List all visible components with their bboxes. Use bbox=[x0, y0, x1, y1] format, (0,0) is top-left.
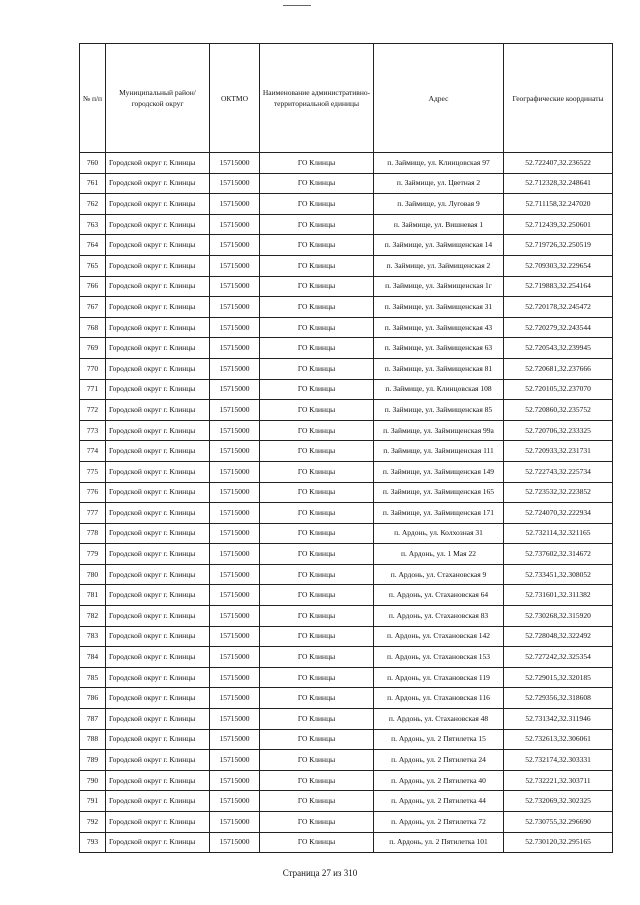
cell-unit: ГО Клинцы bbox=[260, 461, 374, 482]
cell-address: п. Займище, ул. Займищенская 111 bbox=[374, 441, 504, 462]
cell-oktmo: 15715000 bbox=[210, 688, 260, 709]
cell-address: п. Ардонь, ул. 2 Пятилетка 40 bbox=[374, 770, 504, 791]
header-num: № п/п bbox=[80, 44, 106, 153]
cell-oktmo: 15715000 bbox=[210, 606, 260, 627]
cell-okrug: Городской округ г. Клинцы bbox=[106, 523, 210, 544]
cell-coords: 52.712439,32.250601 bbox=[504, 214, 613, 235]
table-row bbox=[80, 461, 613, 482]
cell-unit: ГО Клинцы bbox=[260, 173, 374, 194]
table-row bbox=[80, 420, 613, 441]
cell-coords: 52.720105,32.237070 bbox=[504, 379, 613, 400]
table-row bbox=[80, 585, 613, 606]
cell-oktmo: 15715000 bbox=[210, 770, 260, 791]
cell-oktmo: 15715000 bbox=[210, 235, 260, 256]
cell-num: 764 bbox=[80, 235, 106, 256]
cell-coords: 52.720279,32.243544 bbox=[504, 317, 613, 338]
cell-unit: ГО Клинцы bbox=[260, 194, 374, 215]
cell-unit: ГО Клинцы bbox=[260, 482, 374, 503]
cell-coords: 52.719883,32.254164 bbox=[504, 276, 613, 297]
cell-unit: ГО Клинцы bbox=[260, 214, 374, 235]
table-row bbox=[80, 709, 613, 730]
cell-num: 791 bbox=[80, 791, 106, 812]
cell-okrug: Городской округ г. Клинцы bbox=[106, 564, 210, 585]
table-row bbox=[80, 214, 613, 235]
cell-coords: 52.720681,32.237666 bbox=[504, 358, 613, 379]
cell-coords: 52.730755,32.296690 bbox=[504, 812, 613, 833]
cell-coords: 52.731601,32.311382 bbox=[504, 585, 613, 606]
cell-okrug: Городской округ г. Клинцы bbox=[106, 214, 210, 235]
cell-num: 769 bbox=[80, 338, 106, 359]
cell-okrug: Городской округ г. Клинцы bbox=[106, 420, 210, 441]
cell-num: 790 bbox=[80, 770, 106, 791]
table-row bbox=[80, 255, 613, 276]
cell-address: п. Ардонь, ул. Стахановская 119 bbox=[374, 667, 504, 688]
cell-address: п. Займище, ул. Цветная 2 bbox=[374, 173, 504, 194]
cell-oktmo: 15715000 bbox=[210, 564, 260, 585]
cell-num: 787 bbox=[80, 709, 106, 730]
cell-oktmo: 15715000 bbox=[210, 626, 260, 647]
cell-address: п. Займище, ул. Луговая 9 bbox=[374, 194, 504, 215]
table-row bbox=[80, 482, 613, 503]
cell-okrug: Городской округ г. Клинцы bbox=[106, 482, 210, 503]
cell-unit: ГО Клинцы bbox=[260, 379, 374, 400]
cell-address: п. Займище, ул. Займищенская 171 bbox=[374, 503, 504, 524]
cell-num: 766 bbox=[80, 276, 106, 297]
table-header-row bbox=[80, 44, 613, 153]
table-row bbox=[80, 297, 613, 318]
cell-address: п. Ардонь, ул. Стахановская 83 bbox=[374, 606, 504, 627]
cell-coords: 52.709303,32.229654 bbox=[504, 255, 613, 276]
cell-oktmo: 15715000 bbox=[210, 647, 260, 668]
cell-okrug: Городской округ г. Клинцы bbox=[106, 441, 210, 462]
header-address: Адрес bbox=[374, 44, 504, 153]
cell-unit: ГО Клинцы bbox=[260, 791, 374, 812]
cell-oktmo: 15715000 bbox=[210, 812, 260, 833]
cell-address: п. Займище, ул. Займищенская 81 bbox=[374, 358, 504, 379]
cell-oktmo: 15715000 bbox=[210, 482, 260, 503]
cell-num: 779 bbox=[80, 544, 106, 565]
cell-coords: 52.720178,32.245472 bbox=[504, 297, 613, 318]
cell-num: 782 bbox=[80, 606, 106, 627]
cell-address: п. Займище, ул. Клинцовская 97 bbox=[374, 153, 504, 174]
cell-coords: 52.720933,32.231731 bbox=[504, 441, 613, 462]
cell-oktmo: 15715000 bbox=[210, 400, 260, 421]
cell-okrug: Городской округ г. Клинцы bbox=[106, 832, 210, 853]
cell-unit: ГО Клинцы bbox=[260, 770, 374, 791]
cell-okrug: Городской округ г. Клинцы bbox=[106, 626, 210, 647]
table-row bbox=[80, 358, 613, 379]
cell-oktmo: 15715000 bbox=[210, 729, 260, 750]
cell-coords: 52.732174,32.303331 bbox=[504, 750, 613, 771]
cell-okrug: Городской округ г. Клинцы bbox=[106, 235, 210, 256]
table-row bbox=[80, 832, 613, 853]
cell-num: 793 bbox=[80, 832, 106, 853]
header-unit: Наименование административно-территориальной единицы bbox=[260, 44, 374, 153]
table-row bbox=[80, 626, 613, 647]
cell-num: 773 bbox=[80, 420, 106, 441]
cell-okrug: Городской округ г. Клинцы bbox=[106, 750, 210, 771]
cell-address: п. Займище, ул. Клинцовская 108 bbox=[374, 379, 504, 400]
table-row bbox=[80, 153, 613, 174]
cell-num: 777 bbox=[80, 503, 106, 524]
cell-unit: ГО Клинцы bbox=[260, 564, 374, 585]
table-row bbox=[80, 729, 613, 750]
cell-unit: ГО Клинцы bbox=[260, 544, 374, 565]
cell-okrug: Городской округ г. Клинцы bbox=[106, 194, 210, 215]
cell-num: 760 bbox=[80, 153, 106, 174]
cell-address: п. Ардонь, ул. Стахановская 64 bbox=[374, 585, 504, 606]
cell-oktmo: 15715000 bbox=[210, 153, 260, 174]
cell-okrug: Городской округ г. Клинцы bbox=[106, 317, 210, 338]
cell-num: 768 bbox=[80, 317, 106, 338]
cell-address: п. Ардонь, ул. Колхозная 31 bbox=[374, 523, 504, 544]
cell-num: 775 bbox=[80, 461, 106, 482]
cell-oktmo: 15715000 bbox=[210, 667, 260, 688]
cell-coords: 52.729015,32.320185 bbox=[504, 667, 613, 688]
cell-okrug: Городской округ г. Клинцы bbox=[106, 688, 210, 709]
cell-okrug: Городской округ г. Клинцы bbox=[106, 770, 210, 791]
cell-coords: 52.724070,32.222934 bbox=[504, 503, 613, 524]
cell-oktmo: 15715000 bbox=[210, 832, 260, 853]
cell-address: п. Ардонь, ул. Стахановская 48 bbox=[374, 709, 504, 730]
cell-num: 781 bbox=[80, 585, 106, 606]
cell-oktmo: 15715000 bbox=[210, 791, 260, 812]
table-row bbox=[80, 791, 613, 812]
cell-address: п. Займище, ул. Займищенская 63 bbox=[374, 338, 504, 359]
cell-okrug: Городской округ г. Клинцы bbox=[106, 544, 210, 565]
cell-oktmo: 15715000 bbox=[210, 255, 260, 276]
cell-okrug: Городской округ г. Клинцы bbox=[106, 255, 210, 276]
cell-oktmo: 15715000 bbox=[210, 194, 260, 215]
page-number: Страница 27 из 310 bbox=[282, 868, 358, 878]
cell-unit: ГО Клинцы bbox=[260, 729, 374, 750]
cell-coords: 52.712328,32.248641 bbox=[504, 173, 613, 194]
cell-unit: ГО Клинцы bbox=[260, 441, 374, 462]
cell-coords: 52.720706,32.233325 bbox=[504, 420, 613, 441]
cell-unit: ГО Клинцы bbox=[260, 317, 374, 338]
cell-oktmo: 15715000 bbox=[210, 523, 260, 544]
cell-num: 771 bbox=[80, 379, 106, 400]
cell-unit: ГО Клинцы bbox=[260, 153, 374, 174]
table-row bbox=[80, 750, 613, 771]
cell-coords: 52.719726,32.250519 bbox=[504, 235, 613, 256]
table-row bbox=[80, 647, 613, 668]
cell-okrug: Городской округ г. Клинцы bbox=[106, 585, 210, 606]
cell-num: 765 bbox=[80, 255, 106, 276]
cell-okrug: Городской округ г. Клинцы bbox=[106, 400, 210, 421]
table-row bbox=[80, 606, 613, 627]
cell-address: п. Ардонь, ул. 2 Пятилетка 15 bbox=[374, 729, 504, 750]
cell-unit: ГО Клинцы bbox=[260, 585, 374, 606]
cell-okrug: Городской округ г. Клинцы bbox=[106, 358, 210, 379]
header-coords: Географические координаты bbox=[504, 44, 613, 153]
table-row bbox=[80, 503, 613, 524]
cell-num: 770 bbox=[80, 358, 106, 379]
cell-num: 763 bbox=[80, 214, 106, 235]
table-row bbox=[80, 812, 613, 833]
cell-okrug: Городской округ г. Клинцы bbox=[106, 338, 210, 359]
cell-address: п. Ардонь, ул. 2 Пятилетка 101 bbox=[374, 832, 504, 853]
cell-num: 767 bbox=[80, 297, 106, 318]
cell-coords: 52.723532,32.223852 bbox=[504, 482, 613, 503]
table-row bbox=[80, 667, 613, 688]
cell-oktmo: 15715000 bbox=[210, 276, 260, 297]
cell-unit: ГО Клинцы bbox=[260, 812, 374, 833]
cell-address: п. Ардонь, ул. Стахановская 9 bbox=[374, 564, 504, 585]
cell-coords: 52.730120,32.295165 bbox=[504, 832, 613, 853]
cell-coords: 52.732613,32.306061 bbox=[504, 729, 613, 750]
cell-unit: ГО Клинцы bbox=[260, 503, 374, 524]
cell-oktmo: 15715000 bbox=[210, 544, 260, 565]
cell-okrug: Городской округ г. Клинцы bbox=[106, 153, 210, 174]
cell-num: 784 bbox=[80, 647, 106, 668]
cell-unit: ГО Клинцы bbox=[260, 297, 374, 318]
table-row bbox=[80, 173, 613, 194]
cell-okrug: Городской округ г. Клинцы bbox=[106, 503, 210, 524]
cell-num: 788 bbox=[80, 729, 106, 750]
cell-coords: 52.727242,32.325354 bbox=[504, 647, 613, 668]
header-oktmo: ОКТМО bbox=[210, 44, 260, 153]
table-row bbox=[80, 770, 613, 791]
cell-address: п. Ардонь, ул. 1 Мая 22 bbox=[374, 544, 504, 565]
cell-oktmo: 15715000 bbox=[210, 503, 260, 524]
cell-coords: 52.732069,32.302325 bbox=[504, 791, 613, 812]
cell-unit: ГО Клинцы bbox=[260, 709, 374, 730]
cell-oktmo: 15715000 bbox=[210, 214, 260, 235]
cell-okrug: Городской округ г. Клинцы bbox=[106, 667, 210, 688]
cell-address: п. Займище, ул. Займищенская 2 bbox=[374, 255, 504, 276]
cell-okrug: Городской округ г. Клинцы bbox=[106, 791, 210, 812]
header-rule bbox=[283, 5, 311, 6]
cell-num: 778 bbox=[80, 523, 106, 544]
table-row bbox=[80, 338, 613, 359]
cell-address: п. Займище, ул. Займищенская 85 bbox=[374, 400, 504, 421]
table-row bbox=[80, 400, 613, 421]
cell-unit: ГО Клинцы bbox=[260, 750, 374, 771]
cell-unit: ГО Клинцы bbox=[260, 832, 374, 853]
cell-address: п. Займище, ул. Вишневая 1 bbox=[374, 214, 504, 235]
cell-address: п. Займище, ул. Займищенская 14 bbox=[374, 235, 504, 256]
table-row bbox=[80, 544, 613, 565]
cell-num: 761 bbox=[80, 173, 106, 194]
cell-unit: ГО Клинцы bbox=[260, 647, 374, 668]
cell-coords: 52.711158,32.247020 bbox=[504, 194, 613, 215]
cell-coords: 52.732114,32.321165 bbox=[504, 523, 613, 544]
cell-num: 783 bbox=[80, 626, 106, 647]
table-row bbox=[80, 441, 613, 462]
cell-coords: 52.737602,32.314672 bbox=[504, 544, 613, 565]
cell-address: п. Займище, ул. Займищенская 1г bbox=[374, 276, 504, 297]
cell-coords: 52.732221,32.303711 bbox=[504, 770, 613, 791]
cell-okrug: Городской округ г. Клинцы bbox=[106, 606, 210, 627]
cell-address: п. Займище, ул. Займищенская 99а bbox=[374, 420, 504, 441]
table-row bbox=[80, 317, 613, 338]
cell-okrug: Городской округ г. Клинцы bbox=[106, 379, 210, 400]
table-row bbox=[80, 523, 613, 544]
cell-unit: ГО Клинцы bbox=[260, 400, 374, 421]
cell-num: 776 bbox=[80, 482, 106, 503]
cell-oktmo: 15715000 bbox=[210, 750, 260, 771]
cell-coords: 52.733451,32.308052 bbox=[504, 564, 613, 585]
cell-unit: ГО Клинцы bbox=[260, 255, 374, 276]
table-row bbox=[80, 276, 613, 297]
cell-unit: ГО Клинцы bbox=[260, 667, 374, 688]
cell-okrug: Городской округ г. Клинцы bbox=[106, 709, 210, 730]
cell-oktmo: 15715000 bbox=[210, 585, 260, 606]
cell-oktmo: 15715000 bbox=[210, 420, 260, 441]
cell-num: 774 bbox=[80, 441, 106, 462]
table-body bbox=[80, 153, 613, 853]
cell-unit: ГО Клинцы bbox=[260, 606, 374, 627]
header-okrug: Муниципальный район/городской округ bbox=[106, 44, 210, 153]
cell-coords: 52.731342,32.311946 bbox=[504, 709, 613, 730]
cell-coords: 52.728048,32.322492 bbox=[504, 626, 613, 647]
cell-address: п. Займище, ул. Займищенская 149 bbox=[374, 461, 504, 482]
cell-okrug: Городской округ г. Клинцы bbox=[106, 647, 210, 668]
cell-unit: ГО Клинцы bbox=[260, 420, 374, 441]
cell-okrug: Городской округ г. Клинцы bbox=[106, 461, 210, 482]
cell-oktmo: 15715000 bbox=[210, 709, 260, 730]
cell-unit: ГО Клинцы bbox=[260, 523, 374, 544]
cell-oktmo: 15715000 bbox=[210, 173, 260, 194]
cell-num: 786 bbox=[80, 688, 106, 709]
cell-coords: 52.720860,32.235752 bbox=[504, 400, 613, 421]
cell-address: п. Займище, ул. Займищенская 43 bbox=[374, 317, 504, 338]
cell-unit: ГО Клинцы bbox=[260, 688, 374, 709]
cell-address: п. Займище, ул. Займищенская 165 bbox=[374, 482, 504, 503]
cell-oktmo: 15715000 bbox=[210, 297, 260, 318]
cell-coords: 52.729356,32.318608 bbox=[504, 688, 613, 709]
table-row bbox=[80, 194, 613, 215]
cell-address: п. Ардонь, ул. 2 Пятилетка 72 bbox=[374, 812, 504, 833]
cell-unit: ГО Клинцы bbox=[260, 338, 374, 359]
cell-okrug: Городской округ г. Клинцы bbox=[106, 276, 210, 297]
cell-num: 792 bbox=[80, 812, 106, 833]
cell-okrug: Городской округ г. Клинцы bbox=[106, 812, 210, 833]
cell-oktmo: 15715000 bbox=[210, 358, 260, 379]
cell-address: п. Ардонь, ул. 2 Пятилетка 24 bbox=[374, 750, 504, 771]
cell-num: 780 bbox=[80, 564, 106, 585]
table-row bbox=[80, 379, 613, 400]
cell-num: 772 bbox=[80, 400, 106, 421]
cell-address: п. Займище, ул. Займищенская 31 bbox=[374, 297, 504, 318]
table-row bbox=[80, 564, 613, 585]
cell-okrug: Городской округ г. Клинцы bbox=[106, 729, 210, 750]
cell-okrug: Городской округ г. Клинцы bbox=[106, 297, 210, 318]
cell-oktmo: 15715000 bbox=[210, 379, 260, 400]
table-row bbox=[80, 688, 613, 709]
cell-coords: 52.730268,32.315920 bbox=[504, 606, 613, 627]
cell-unit: ГО Клинцы bbox=[260, 626, 374, 647]
cell-num: 785 bbox=[80, 667, 106, 688]
cell-oktmo: 15715000 bbox=[210, 461, 260, 482]
cell-oktmo: 15715000 bbox=[210, 317, 260, 338]
cell-address: п. Ардонь, ул. Стахановская 153 bbox=[374, 647, 504, 668]
cell-num: 762 bbox=[80, 194, 106, 215]
cell-coords: 52.722407,32.236522 bbox=[504, 153, 613, 174]
cell-unit: ГО Клинцы bbox=[260, 235, 374, 256]
cell-okrug: Городской округ г. Клинцы bbox=[106, 173, 210, 194]
cell-address: п. Ардонь, ул. 2 Пятилетка 44 bbox=[374, 791, 504, 812]
cell-address: п. Ардонь, ул. Стахановская 116 bbox=[374, 688, 504, 709]
cell-coords: 52.722743,32.225734 bbox=[504, 461, 613, 482]
cell-coords: 52.720543,32.239945 bbox=[504, 338, 613, 359]
cell-unit: ГО Клинцы bbox=[260, 358, 374, 379]
cell-address: п. Ардонь, ул. Стахановская 142 bbox=[374, 626, 504, 647]
cell-unit: ГО Клинцы bbox=[260, 276, 374, 297]
cell-num: 789 bbox=[80, 750, 106, 771]
table-row bbox=[80, 235, 613, 256]
cell-oktmo: 15715000 bbox=[210, 441, 260, 462]
address-table bbox=[79, 43, 613, 853]
cell-oktmo: 15715000 bbox=[210, 338, 260, 359]
